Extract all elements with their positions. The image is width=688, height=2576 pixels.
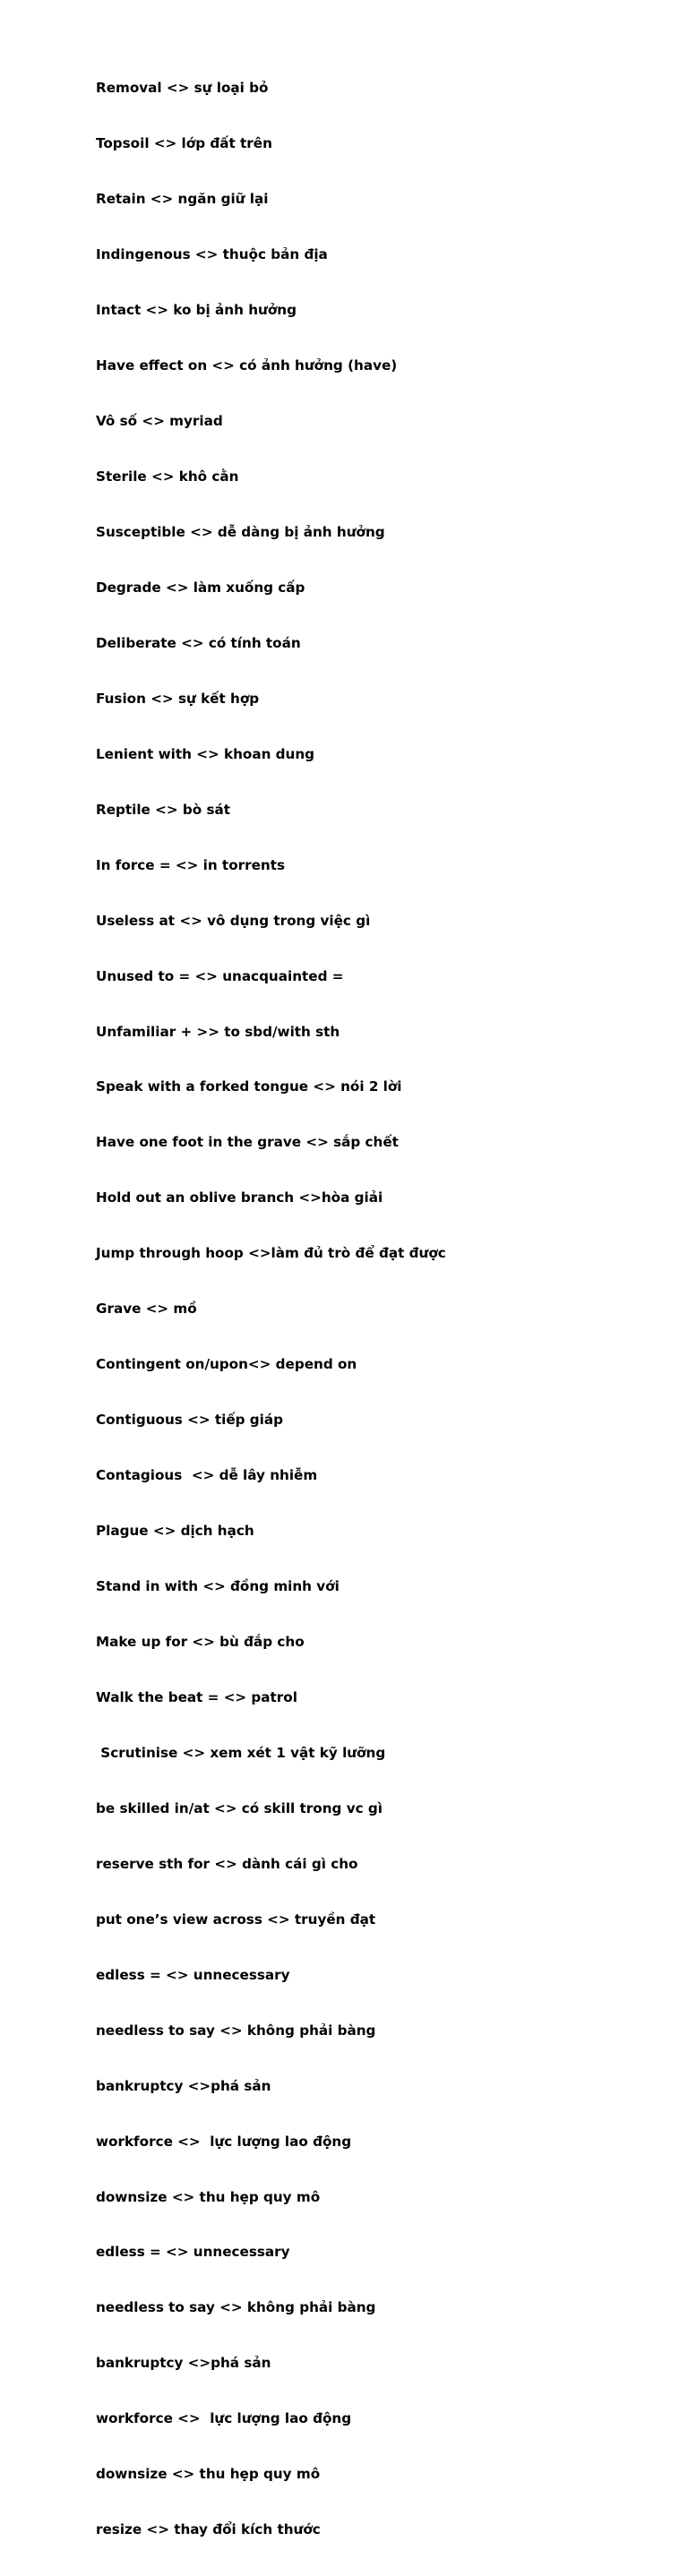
vocab-line: put one’s view across <> truyền đạt [96,1911,376,1928]
vocab-line: Jump through hoop <>làm đủ trò để đạt được [96,1245,446,1262]
vocab-line: Contiguous <> tiếp giáp [96,1412,283,1429]
vocab-line: bankruptcy <>phá sản [96,2355,271,2372]
vocab-line: Useless at <> vô dụng trong việc gì [96,912,371,929]
vocab-line: Fusion <> sự kết hợp [96,690,260,707]
vocab-line: In force = <> in torrents [96,856,286,873]
vocab-line: Removal <> sự loại bỏ [96,80,269,97]
vocab-line: Have effect on <> có ảnh hưởng (have) [96,357,398,374]
vocab-line: Deliberate <> có tính toán [96,634,301,651]
vocab-line: workforce <> lực lượng lao động [96,2410,352,2427]
vocab-line: Indingenous <> thuộc bản địa [96,246,328,263]
vocab-line: Reptile <> bò sát [96,801,231,818]
vocab-line: Intact <> ko bị ảnh hưởng [96,302,297,319]
vocab-line: Speak with a forked tongue <> nói 2 lời [96,1078,402,1095]
vocab-line: Lenient with <> khoan dung [96,745,315,762]
vocab-line: Sterile <> khô cằn [96,468,239,485]
vocab-line: Plague <> dịch hạch [96,1523,254,1540]
vocab-line: Hold out an oblive branch <>hòa giải [96,1189,383,1206]
vocab-line: Vô số <> myriad [96,413,223,430]
vocab-line: Contagious <> dễ lây nhiễm [96,1467,318,1484]
vocab-line: resize <> thay đổi kích thước [96,2521,321,2538]
vocab-line: bankruptcy <>phá sản [96,2077,271,2094]
vocab-line: downsize <> thu hẹp quy mô [96,2466,321,2483]
vocab-line: edless = <> unnecessary [96,1966,290,1983]
vocab-line: Grave <> mồ [96,1301,197,1318]
vocab-line: Degrade <> làm xuống cấp [96,579,305,596]
vocab-line: Susceptible <> dễ dàng bị ảnh hưởng [96,523,385,540]
vocab-line: needless to say <> không phải bàng [96,2299,376,2316]
vocab-line: Scrutinise <> xem xét 1 vật kỹ lưỡng [96,1744,386,1761]
vocab-line: reserve sth for <> dành cái gì cho [96,1855,358,1872]
vocab-line: needless to say <> không phải bàng [96,2022,376,2039]
vocab-line: edless = <> unnecessary [96,2244,290,2261]
vocab-line: Retain <> ngăn giữ lại [96,191,269,208]
vocab-line: Walk the beat = <> patrol [96,1688,297,1705]
vocab-line: workforce <> lực lượng lao động [96,2133,352,2150]
vocab-line: Stand in with <> đồng minh với [96,1578,340,1595]
vocab-line: be skilled in/at <> có skill trong vc gì [96,1799,383,1816]
vocab-line: Unused to = <> unacquainted = [96,967,344,984]
vocabulary-list [96,42,446,2576]
vocab-line: Contingent on/upon<> depend on [96,1356,357,1373]
vocab-line: Topsoil <> lớp đất trên [96,135,272,152]
vocab-line: Make up for <> bù đắp cho [96,1634,305,1650]
vocab-line: Unfamiliar + >> to sbd/with sth [96,1023,340,1040]
vocab-line: downsize <> thu hẹp quy mô [96,2188,321,2205]
vocab-line: Have one foot in the grave <> sắp chết [96,1134,399,1151]
